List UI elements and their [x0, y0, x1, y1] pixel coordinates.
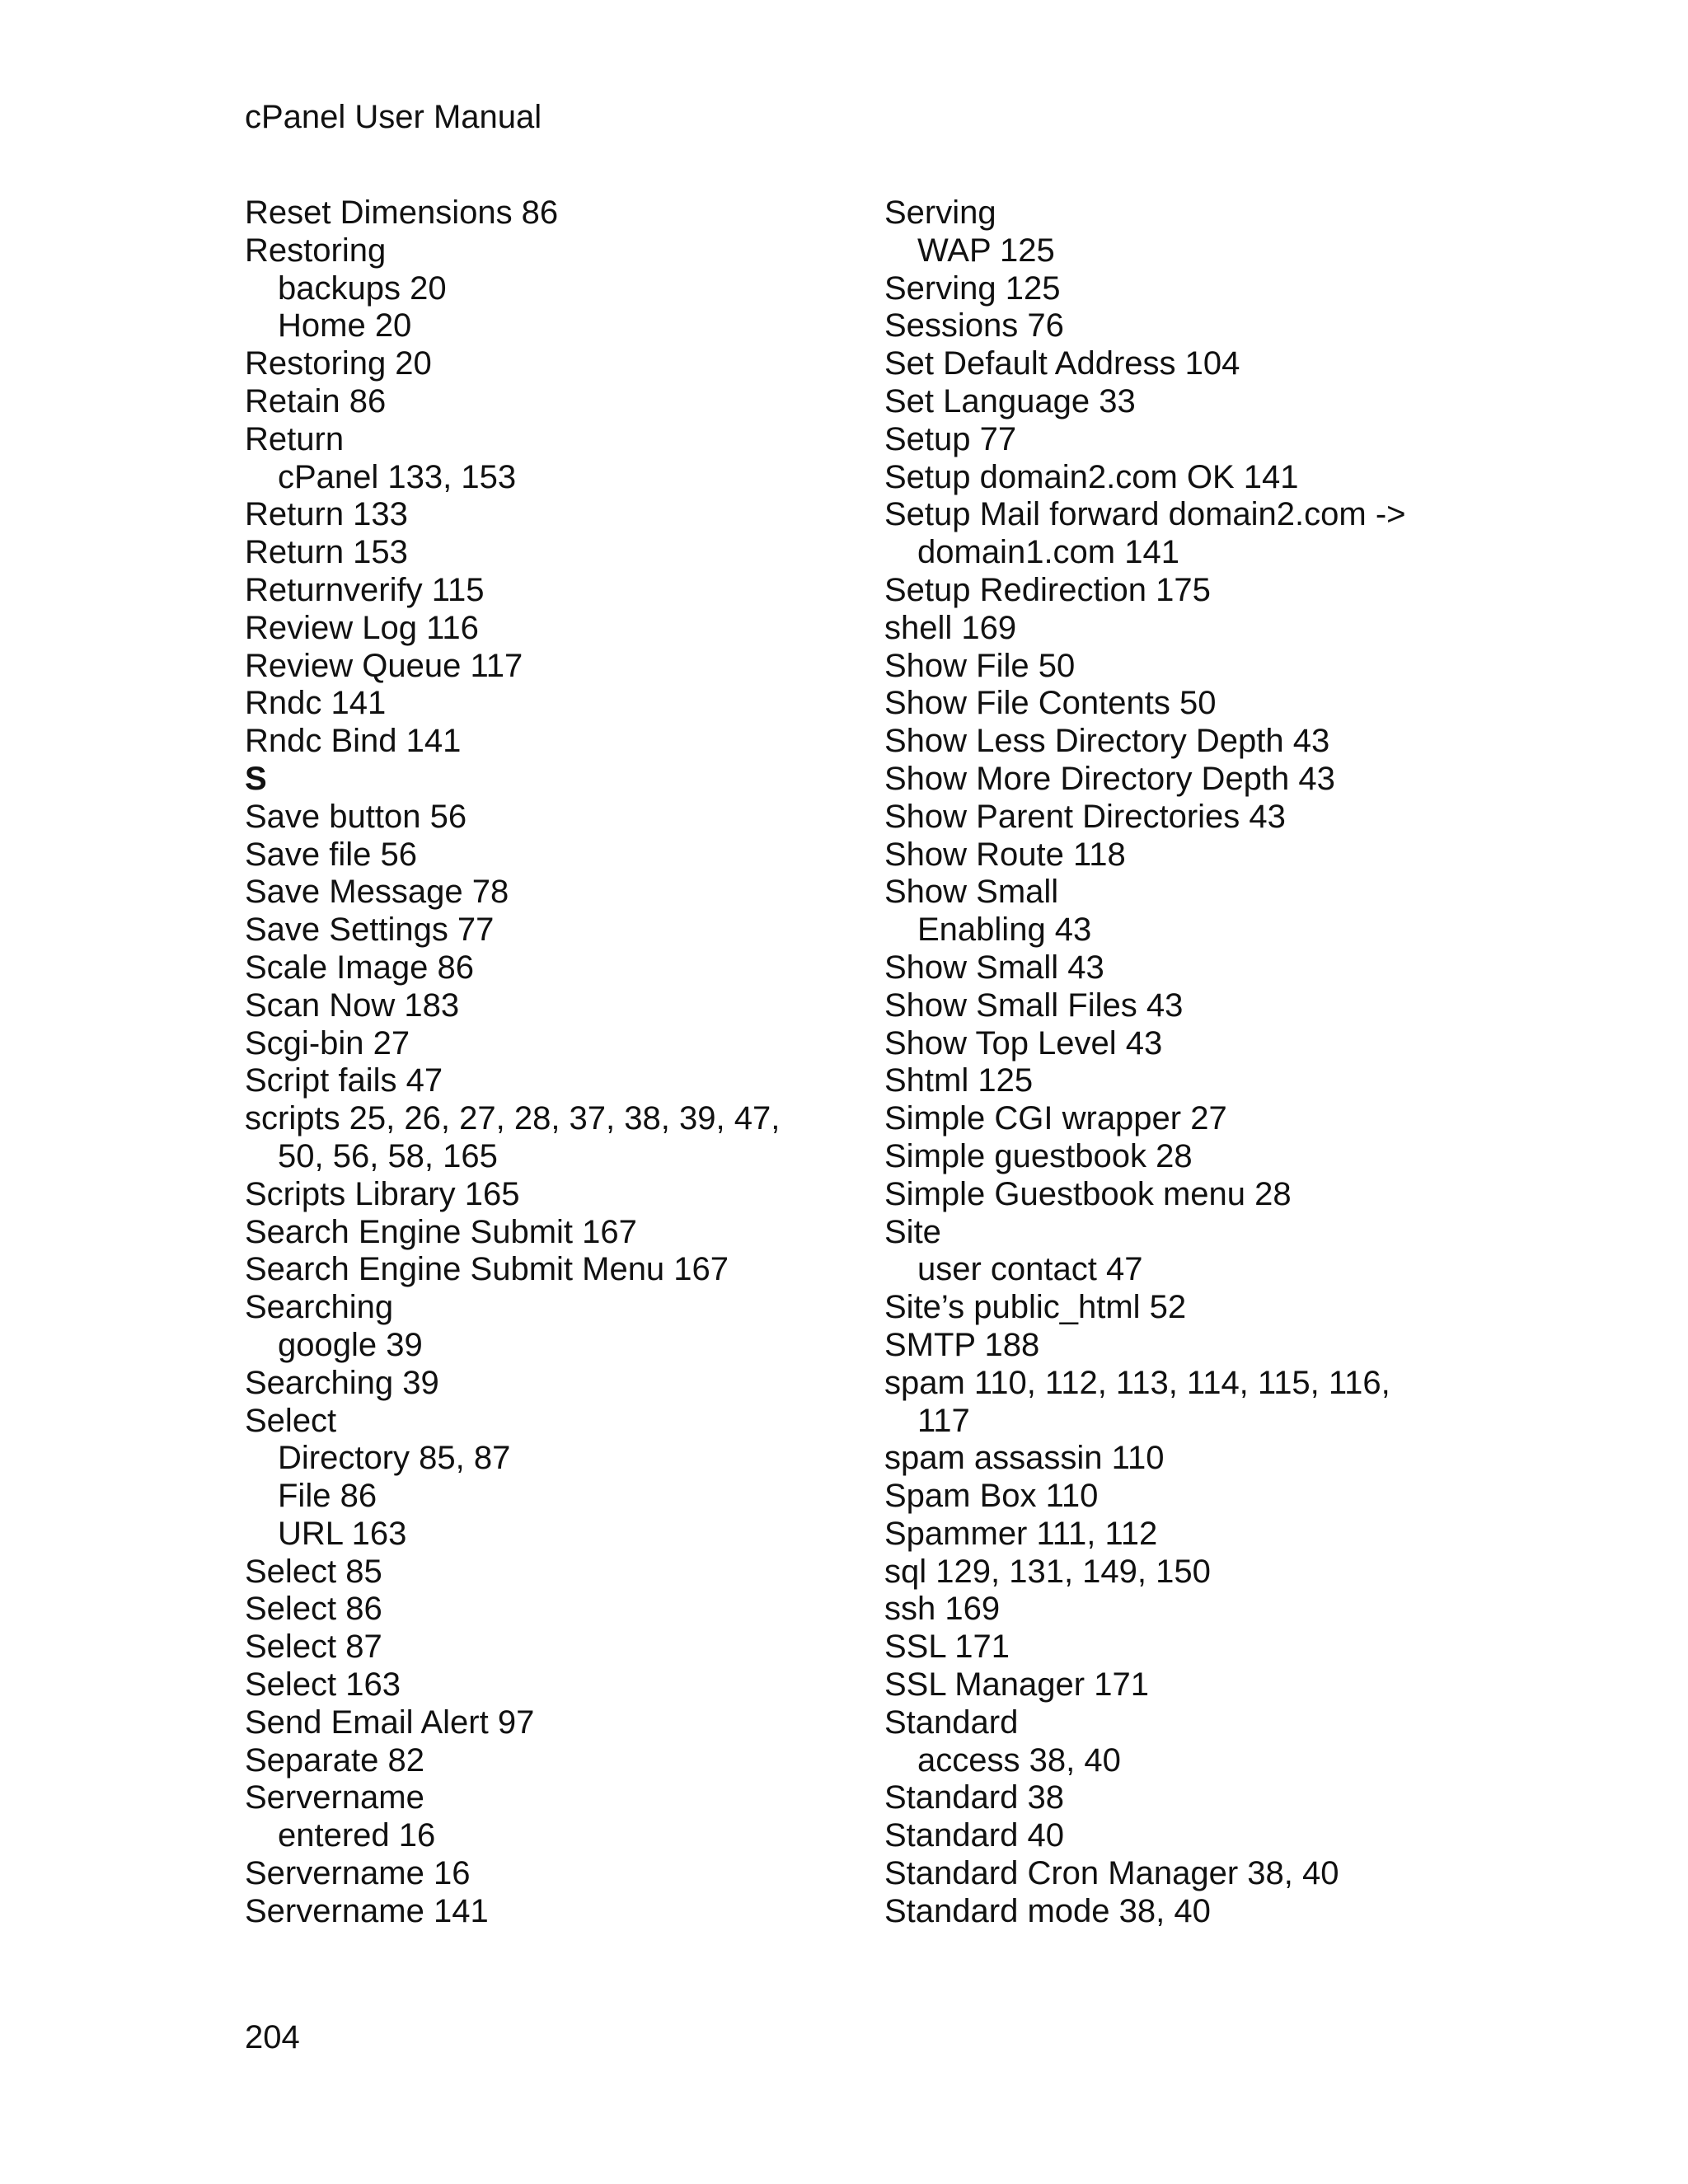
- index-subentry: URL 163: [278, 1515, 407, 1552]
- index-entry: Standard Cron Manager 38, 40: [884, 1855, 1339, 1892]
- index-entry: Simple guestbook 28: [884, 1137, 1193, 1174]
- index-subentry: Enabling 43: [917, 912, 1092, 949]
- index-entry: Save file 56: [245, 836, 418, 873]
- index-entry: Scale Image 86: [245, 949, 474, 986]
- index-subentry: Home 20: [278, 307, 412, 344]
- index-entry: Simple Guestbook menu 28: [884, 1175, 1292, 1212]
- index-entry: spam 110, 112, 113, 114, 115, 116,: [884, 1364, 1390, 1401]
- index-column-right: [884, 194, 1511, 1931]
- index-entry: Rndc 141: [245, 685, 387, 722]
- index-entry: Spam Box 110: [884, 1478, 1099, 1515]
- index-entry: Return: [245, 420, 345, 457]
- index-entry: Select 85: [245, 1553, 382, 1590]
- index-entry: Show More Directory Depth 43: [884, 760, 1335, 797]
- index-entry: Serving: [884, 194, 996, 231]
- index-entry: Save Settings 77: [245, 912, 495, 949]
- index-entry: Sessions 76: [884, 307, 1064, 344]
- index-entry: Scan Now 183: [245, 987, 460, 1024]
- index-entry: Select 87: [245, 1629, 382, 1666]
- index-entry: Search Engine Submit 167: [245, 1213, 637, 1250]
- index-entry: SSL Manager 171: [884, 1666, 1149, 1704]
- running-header: cPanel User Manual: [245, 99, 542, 135]
- index-letter-heading: S: [245, 760, 267, 797]
- index-entry: Returnverify 115: [245, 571, 485, 608]
- index-entry: Site’s public_html 52: [884, 1289, 1187, 1326]
- index-entry: Rndc Bind 141: [245, 723, 462, 760]
- index-entry: Save Message 78: [245, 874, 509, 911]
- index-entry: Setup Mail forward domain2.com ->: [884, 496, 1406, 533]
- index-entry: Standard: [884, 1704, 1019, 1741]
- index-entry: Simple CGI wrapper 27: [884, 1100, 1227, 1137]
- index-entry: Setup domain2.com OK 141: [884, 458, 1299, 495]
- index-entry: Select 86: [245, 1591, 382, 1628]
- index-subentry: google 39: [278, 1326, 423, 1363]
- index-entry: Show Small: [884, 874, 1059, 911]
- index-subentry: File 86: [278, 1478, 377, 1515]
- index-entry: Select: [245, 1402, 337, 1439]
- page-number: 204: [245, 2019, 300, 2055]
- index-subentry: 50, 56, 58, 165: [278, 1137, 498, 1174]
- index-entry: Return 153: [245, 534, 408, 571]
- index-entry: Reset Dimensions 86: [245, 194, 559, 231]
- index-entry: Show Route 118: [884, 836, 1126, 873]
- index-entry: Show File Contents 50: [884, 685, 1217, 722]
- index-subentry: entered 16: [278, 1817, 436, 1854]
- index-entry: Searching 39: [245, 1364, 439, 1401]
- index-subentry: backups 20: [278, 269, 447, 307]
- index-entry: Script fails 47: [245, 1062, 443, 1099]
- index-entry: SMTP 188: [884, 1326, 1040, 1363]
- index-entry: spam assassin 110: [884, 1440, 1165, 1477]
- index-entry: sql 129, 131, 149, 150: [884, 1553, 1211, 1590]
- index-entry: scripts 25, 26, 27, 28, 37, 38, 39, 47,: [245, 1100, 781, 1137]
- index-entry: Save button 56: [245, 798, 467, 835]
- index-column-left: [245, 194, 871, 1931]
- index-entry: Show Top Level 43: [884, 1024, 1163, 1062]
- index-entry: Scgi-bin 27: [245, 1024, 410, 1062]
- index-entry: Show Less Directory Depth 43: [884, 723, 1330, 760]
- index-entry: Show Parent Directories 43: [884, 798, 1286, 835]
- index-entry: Show Small Files 43: [884, 987, 1184, 1024]
- index-subentry: Directory 85, 87: [278, 1440, 511, 1477]
- index-entry: Scripts Library 165: [245, 1175, 520, 1212]
- index-entry: Searching: [245, 1289, 394, 1326]
- index-entry: Select 163: [245, 1666, 401, 1704]
- index-entry: Restoring 20: [245, 345, 432, 382]
- index-entry: Shtml 125: [884, 1062, 1034, 1099]
- index-entry: Review Log 116: [245, 609, 479, 646]
- index-subentry: domain1.com 141: [917, 534, 1179, 571]
- index-entry: Setup 77: [884, 420, 1017, 457]
- index-entry: Standard 40: [884, 1817, 1064, 1854]
- index-subentry: user contact 47: [917, 1251, 1143, 1288]
- index-entry: Standard 38: [884, 1779, 1064, 1816]
- index-entry: Separate 82: [245, 1741, 424, 1779]
- index-entry: ssh 169: [884, 1591, 1001, 1628]
- index-entry: Servername 141: [245, 1892, 489, 1929]
- index-subentry: WAP 125: [917, 232, 1055, 269]
- index-entry: Standard mode 38, 40: [884, 1892, 1211, 1929]
- index-entry: Show File 50: [884, 647, 1076, 684]
- index-entry: Search Engine Submit Menu 167: [245, 1251, 729, 1288]
- index-entry: shell 169: [884, 609, 1017, 646]
- index-entry: Set Default Address 104: [884, 345, 1240, 382]
- index-entry: Restoring: [245, 232, 387, 269]
- index-entry: Site: [884, 1213, 941, 1250]
- index-subentry: 117: [917, 1402, 970, 1439]
- index-entry: Return 133: [245, 496, 408, 533]
- index-entry: Review Queue 117: [245, 647, 523, 684]
- index-entry: Show Small 43: [884, 949, 1104, 986]
- index-entry: Setup Redirection 175: [884, 571, 1211, 608]
- index-entry: SSL 171: [884, 1629, 1010, 1666]
- index-entry: Retain 86: [245, 382, 387, 419]
- index-entry: Spammer 111, 112: [884, 1515, 1158, 1552]
- index-entry: Set Language 33: [884, 382, 1136, 419]
- index-entry: Serving 125: [884, 269, 1061, 307]
- index-subentry: access 38, 40: [917, 1741, 1121, 1779]
- index-entry: Send Email Alert 97: [245, 1704, 535, 1741]
- index-entry: Servername 16: [245, 1855, 471, 1892]
- index-entry: Servername: [245, 1779, 424, 1816]
- index-subentry: cPanel 133, 153: [278, 458, 517, 495]
